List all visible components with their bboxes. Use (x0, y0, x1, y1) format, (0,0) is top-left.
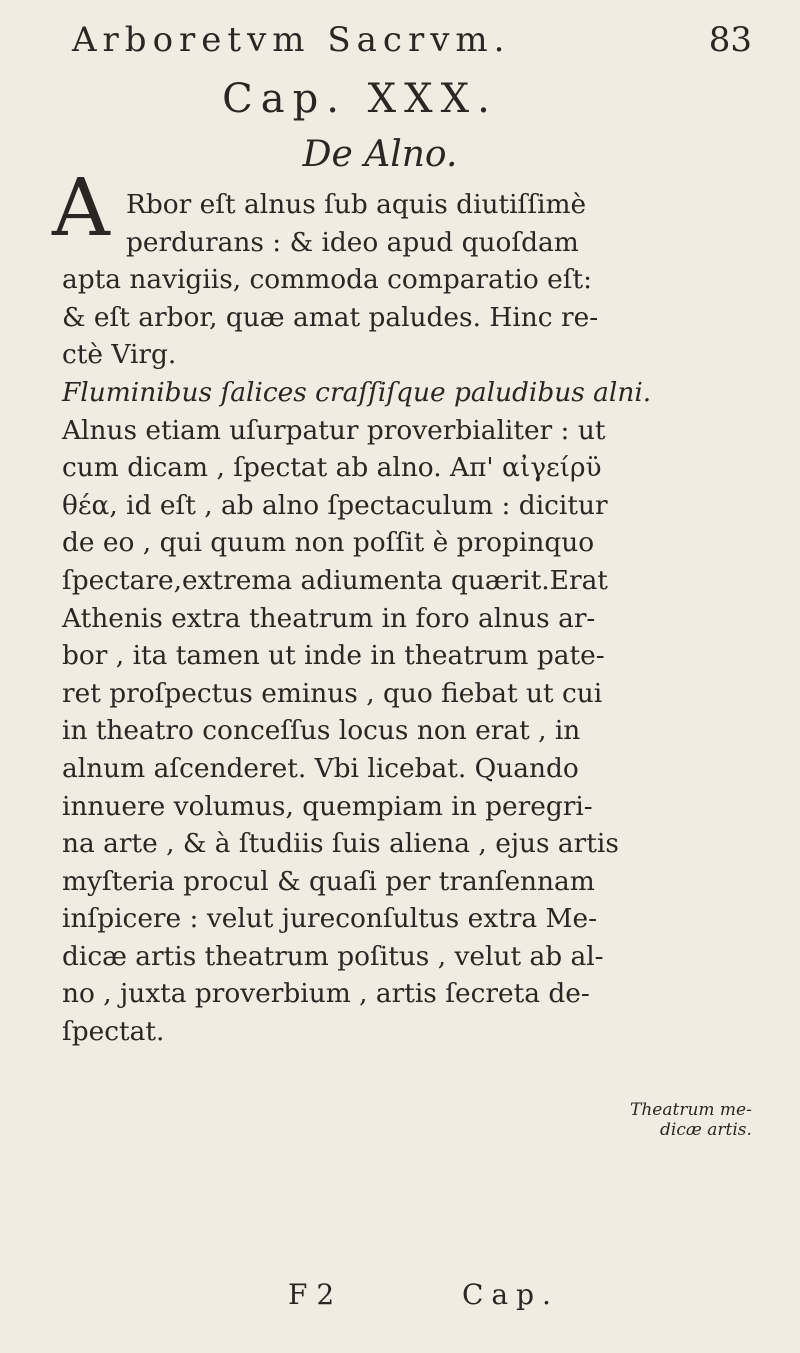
text-line: no , juxta proverbium , artis ſecreta de- (62, 978, 590, 1010)
text-line: bor , ita tamen ut inde in theatrum pate- (62, 640, 605, 672)
text-line: innuere volumus, quempiam in peregri- (62, 790, 593, 822)
text-line: Athenis extra theatrum in foro alnus ar- (62, 602, 596, 634)
running-head-title: Arboretvm Sacrvm. (72, 20, 511, 60)
margin-note-line: Theatrum me- (630, 1100, 752, 1120)
text-line: ret proſpectus eminus , quo fiebat ut cui (62, 677, 603, 709)
running-head (72, 20, 752, 60)
margin-note-line: dicæ artis. (660, 1120, 752, 1140)
margin-note (630, 1100, 800, 1140)
text-line: alnum aſcenderet. Vbi licebat. Quando (62, 752, 579, 784)
text-line: ſpectat. (62, 1016, 165, 1048)
text-line: Rbor eſt alnus ſub aquis diutiſſimè (126, 189, 587, 220)
body-text (62, 186, 722, 1051)
signature-mark: F 2 (288, 1278, 335, 1311)
text-line: myſteria procul & quaſi per tranſennam (62, 865, 595, 897)
text-line: inſpicere : velut jureconſultus extra Me- (62, 903, 598, 935)
text-line: apta navigiis, commoda comparatio eſt: (62, 264, 593, 296)
page-number: 83 (708, 20, 752, 60)
catchword: Cap. (462, 1278, 559, 1311)
text-line: θέα, id eſt , ab alno ſpectaculum : dicitur (62, 489, 608, 521)
drop-cap: A (52, 161, 110, 254)
text-line: ctè Virg. (62, 339, 177, 371)
chapter-heading: Cap. XXX. (222, 76, 498, 122)
text-line: perdurans : & ideo apud quoſdam (126, 226, 579, 258)
text-line: in theatro conceſſus locus non erat , in (62, 715, 581, 747)
text-line: ſpectare,extrema adiumenta quærit.Erat (62, 564, 608, 596)
text-line: na arte , & à ſtudiis ſuis aliena , ejus artis (62, 828, 619, 860)
text-line: dicæ artis theatrum poſitus , velut ab al- (62, 940, 604, 972)
verse-quotation: Fluminibus ſalices craſſiſque paludibus alni. (62, 376, 652, 408)
section-title: De Alno. (302, 134, 458, 175)
text-line: Alnus etiam uſurpatur proverbialiter : ut (62, 414, 606, 446)
text-line: cum dicam , ſpectat ab alno. Απ' αἰγείρϋ (62, 452, 602, 484)
text-line: de eo , qui quum non poſſit è propinquo (62, 527, 595, 559)
text-line: & eſt arbor, quæ amat paludes. Hinc re- (62, 301, 599, 333)
